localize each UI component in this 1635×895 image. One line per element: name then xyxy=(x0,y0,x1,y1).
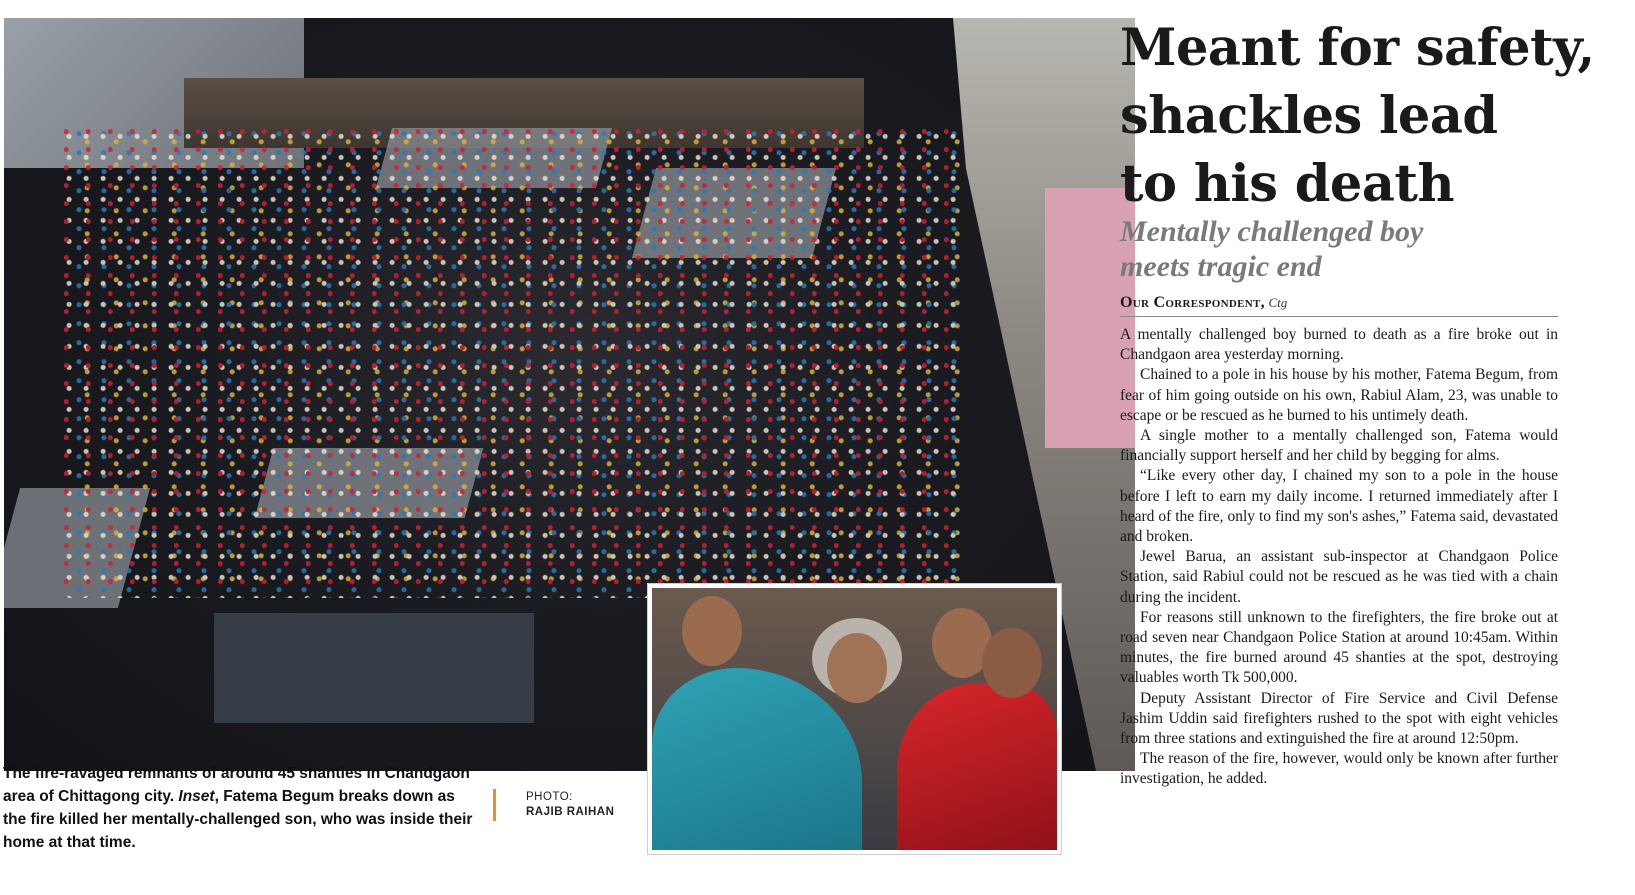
subheadline-line: meets tragic end xyxy=(1120,250,1322,283)
photo-credit xyxy=(526,790,614,820)
photo-face xyxy=(982,628,1042,698)
article-subheadline xyxy=(1120,214,1632,284)
photo-mother-face xyxy=(827,633,887,703)
subheadline-line: Mentally challenged boy xyxy=(1120,215,1424,248)
photo-face xyxy=(682,596,742,666)
headline-line: to his death xyxy=(1120,154,1455,214)
caption-text: The fire-ravaged remnants of around 45 shanties in Chandgaon area of Chittagong city. xyxy=(3,765,470,805)
photo-caption xyxy=(3,762,473,854)
article-paragraph: Deputy Assistant Director of Fire Service and Civil Defense Jashim Uddin said firefighters rushed to the spot with eight vehicles from three stations and extinguished the fire at around 12:50pm. xyxy=(1120,689,1558,748)
article-paragraph: The reason of the fire, however, would only be known after further investigation, he added. xyxy=(1120,750,1558,788)
article-paragraph: Chained to a pole in his house by his mother, Fatema Begum, from fear of him going outside on his own, Rabiul Alam, 23, was unable to escape or be rescued as he burned to his untimely death. xyxy=(1120,366,1558,424)
article-body xyxy=(1120,325,1558,790)
photo-red-cloth xyxy=(897,683,1057,854)
photo-credit-label: PHOTO: xyxy=(526,791,573,803)
byline-author: Our Correspondent, xyxy=(1120,294,1265,311)
article-headline xyxy=(1120,14,1632,218)
article-paragraph: For reasons still unknown to the firefighters, the fire broke out at road seven near Chandgaon Police Station at around 10:45am. Within minutes, the fire burned around 45 shanties at the spot, destroying valuables worth Tk 500,000. xyxy=(1120,608,1558,687)
article-paragraph: “Like every other day, I chained my son to a pole in the house before I left to earn my daily income. I returned immediately after I heard of the fire, only to find my son's ashes,” Fatema said, devastated and broken. xyxy=(1120,467,1558,546)
byline-location: Ctg xyxy=(1268,295,1288,310)
inset-photo-grieving-mother xyxy=(648,584,1061,854)
photo-credit-name: RAJIB RAIHAN xyxy=(526,806,615,818)
article-paragraph: A mentally challenged boy burned to death as a fire broke out in Chandgaon area yesterday morning. xyxy=(1120,326,1558,364)
caption-inset-word: Inset xyxy=(178,788,215,805)
article-paragraph: Jewel Barua, an assistant sub-inspector at Chandgaon Police Station, said Rabiul could not be rescued as he was tied with a chain during the incident. xyxy=(1120,548,1558,606)
photo-crowd xyxy=(64,128,964,598)
headline-line: shackles lead xyxy=(1120,86,1498,146)
photo-flooded-floor xyxy=(214,613,534,723)
article-paragraph: A single mother to a mentally challenged son, Fatema would financially support herself and her child by begging for alms. xyxy=(1120,427,1558,465)
photo-teal-cloth xyxy=(652,668,862,854)
headline-line: Meant for safety, xyxy=(1120,18,1595,78)
article-byline xyxy=(1120,294,1558,317)
credit-divider xyxy=(493,789,496,821)
caption-text-continued: , Fatema Begum breaks down as the fire killed her mentally-challenged son, who was inside their home at that time. xyxy=(3,788,473,851)
